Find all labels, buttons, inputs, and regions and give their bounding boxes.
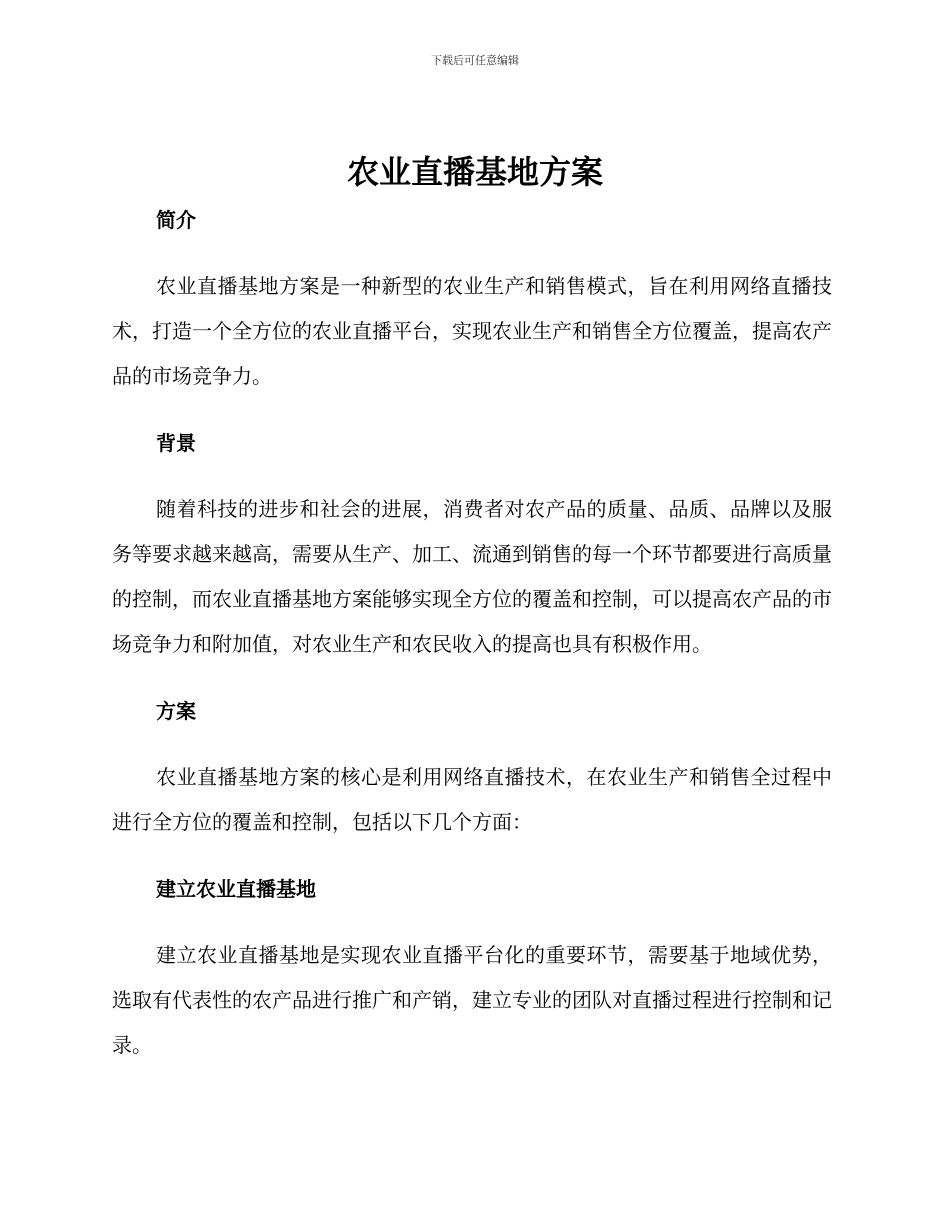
section-paragraph-intro: 农业直播基地方案是一种新型的农业生产和销售模式，旨在利用网络直播技术，打造一个全方位的农业直播平台，实现农业生产和销售全方位覆盖，提高农产品的市场竞争力。 bbox=[112, 274, 832, 388]
section-heading-background: 背景 bbox=[156, 431, 196, 455]
section-intro bbox=[112, 206, 832, 399]
section-heading-intro: 简介 bbox=[156, 208, 196, 232]
section-paragraph-plan: 农业直播基地方案的核心是利用网络直播技术，在农业生产和销售全过程中进行全方位的覆盖和控制，包括以下几个方面： bbox=[112, 765, 832, 834]
document-title: 农业直播基地方案 bbox=[346, 153, 603, 191]
section-heading-plan: 方案 bbox=[156, 699, 196, 723]
section-plan bbox=[112, 697, 832, 845]
section-background bbox=[112, 429, 832, 667]
document-body bbox=[112, 206, 832, 1068]
page-header-note: 下载后可任意编辑 bbox=[431, 54, 519, 67]
section-paragraph-build-base: 建立农业直播基地是实现农业直播平台化的重要环节，需要基于地域优势，选取有代表性的农产品进行推广和产销，建立专业的团队对直播过程进行控制和记录。 bbox=[112, 943, 832, 1057]
section-paragraph-background: 随着科技的进步和社会的进展，消费者对农产品的质量、品质、品牌以及服务等要求越来越高，需要从生产、加工、流通到销售的每一个环节都要进行高质量的控制，而农业直播基地方案能够实现全方位的覆盖和控制，可以提高农产品的市场竞争力和附加值，对农业生产和农民收入的提高也具有积极作用。 bbox=[112, 497, 832, 656]
section-build-base bbox=[112, 875, 832, 1068]
section-heading-build-base: 建立农业直播基地 bbox=[156, 877, 316, 901]
